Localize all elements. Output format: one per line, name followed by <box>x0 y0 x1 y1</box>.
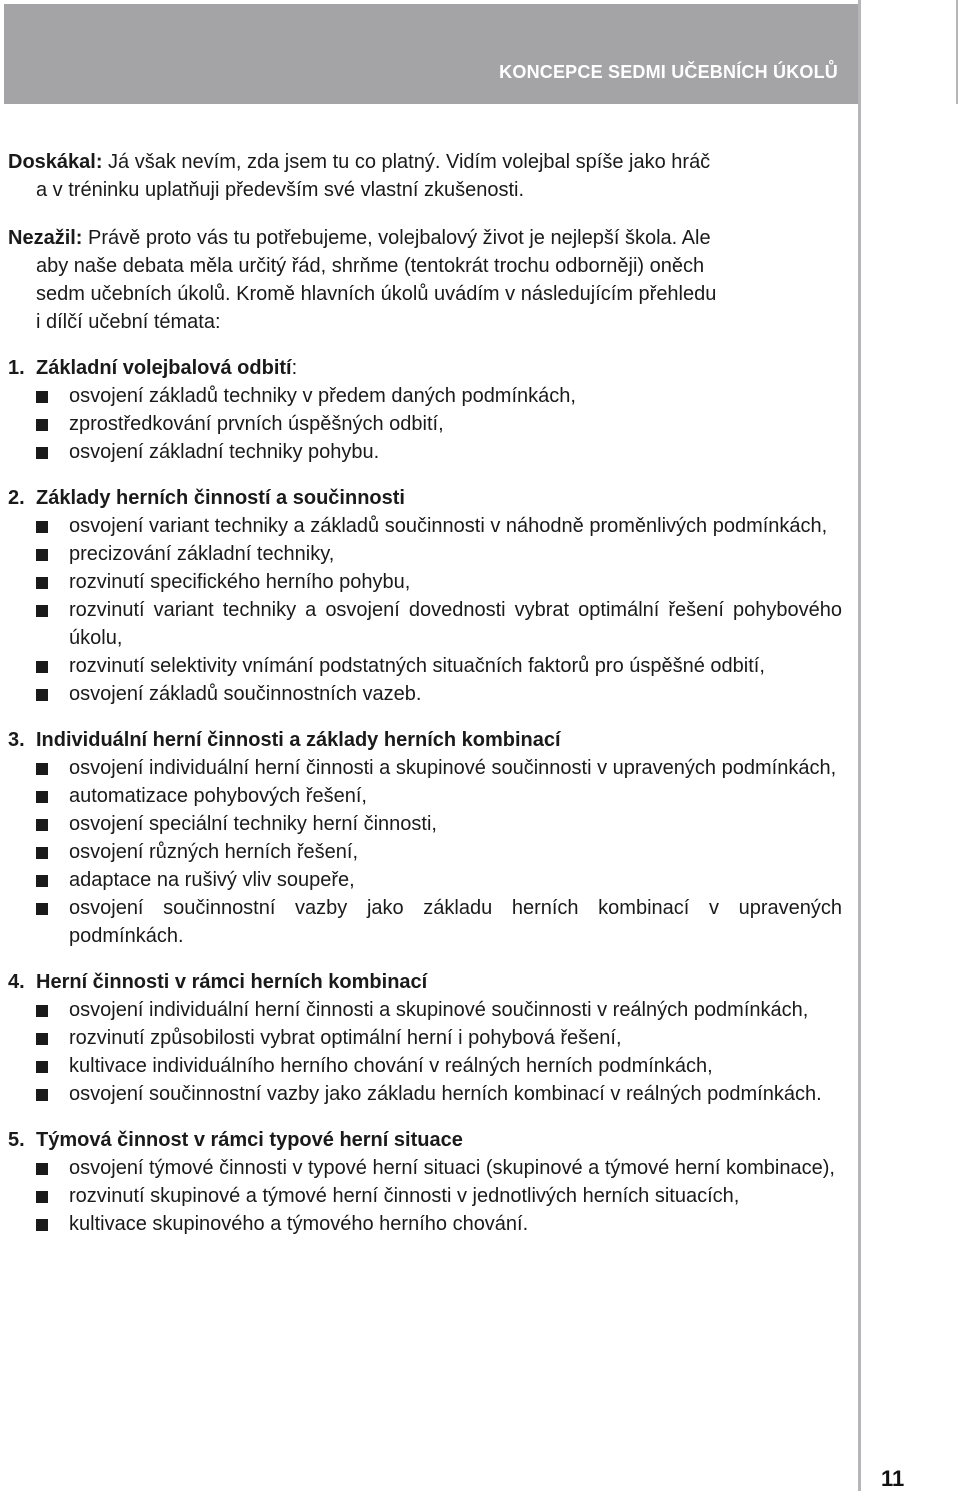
square-bullet-icon <box>36 875 48 887</box>
section-title: Herní činnosti v rámci herních kombinací <box>36 971 428 993</box>
list-item <box>8 782 842 810</box>
dialogue-text: a v tréninku uplatňuji především své vlastní zkušenosti. <box>36 179 525 201</box>
learning-task-section <box>8 354 842 466</box>
learning-task-section <box>8 1126 842 1238</box>
list-item-text: rozvinutí variant techniky a osvojení dovednosti vybrat optimální řešení pohybového úkolu, <box>69 599 842 649</box>
list-item-text: osvojení různých herních řešení, <box>69 841 359 863</box>
list-item <box>8 540 842 568</box>
section-heading <box>8 1126 842 1154</box>
learning-task-section <box>8 968 842 1108</box>
list-item <box>8 838 842 866</box>
speaker-name: Nezažil: <box>8 227 83 249</box>
square-bullet-icon <box>36 1219 48 1231</box>
section-number: 3. <box>8 729 25 751</box>
list-item-text: osvojení základní techniky pohybu. <box>69 441 380 463</box>
subtopic-list <box>8 1154 842 1238</box>
list-item-text: kultivace individuálního herního chování v reálných herních podmínkách, <box>69 1055 713 1077</box>
section-number: 4. <box>8 971 25 993</box>
list-item-text: osvojení variant techniky a základů součinnosti v náhodně proměnlivých podmínkách, <box>69 515 828 537</box>
page-number: 11 <box>881 1466 905 1491</box>
square-bullet-icon <box>36 791 48 803</box>
section-heading <box>8 726 842 754</box>
square-bullet-icon <box>36 1033 48 1045</box>
list-item <box>8 596 842 652</box>
corner-rule <box>956 0 958 104</box>
section-number: 1. <box>8 357 25 379</box>
header-band <box>4 4 858 104</box>
square-bullet-icon <box>36 763 48 775</box>
dialogue-text: Právě proto vás tu potřebujeme, volejbalový život je nejlepší škola. Ale <box>82 227 711 249</box>
list-item <box>8 652 842 680</box>
list-item <box>8 1182 842 1210</box>
list-item-text: osvojení základů součinnostních vazeb. <box>69 683 422 705</box>
section-title: Základní volejbalová odbití <box>36 357 292 379</box>
main-content <box>8 148 842 1238</box>
list-item <box>8 410 842 438</box>
dialogue-text: Já však nevím, zda jsem tu co platný. Vidím volejbal spíše jako hráč <box>102 151 711 173</box>
list-item <box>8 866 842 894</box>
square-bullet-icon <box>36 903 48 915</box>
list-item-text: rozvinutí způsobilosti vybrat optimální herní i pohybová řešení, <box>69 1027 622 1049</box>
dialogue-text: i dílčí učební témata: <box>36 311 221 333</box>
list-item <box>8 512 842 540</box>
square-bullet-icon <box>36 521 48 533</box>
section-heading <box>8 968 842 996</box>
list-item <box>8 568 842 596</box>
learning-task-section <box>8 484 842 708</box>
list-item <box>8 1052 842 1080</box>
list-item-text: automatizace pohybových řešení, <box>69 785 367 807</box>
speaker-name: Doskákal: <box>8 151 103 173</box>
margin-rule <box>858 0 861 1491</box>
list-item-text: rozvinutí skupinové a týmové herní činnosti v jednotlivých herních situacích, <box>69 1185 740 1207</box>
list-item-text: rozvinutí selektivity vnímání podstatných situačních faktorů pro úspěšné odbití, <box>69 655 765 677</box>
subtopic-list <box>8 382 842 466</box>
list-item <box>8 894 842 950</box>
list-item-text: osvojení základů techniky v předem daných podmínkách, <box>69 385 576 407</box>
square-bullet-icon <box>36 1163 48 1175</box>
dialogue-paragraph <box>8 148 842 204</box>
list-item-text: precizování základní techniky, <box>69 543 335 565</box>
square-bullet-icon <box>36 391 48 403</box>
list-item <box>8 1080 842 1108</box>
list-item <box>8 680 842 708</box>
section-title: Individuální herní činnosti a základy herních kombinací <box>36 729 561 751</box>
square-bullet-icon <box>36 549 48 561</box>
section-number: 2. <box>8 487 25 509</box>
list-item <box>8 754 842 782</box>
list-item <box>8 382 842 410</box>
square-bullet-icon <box>36 447 48 459</box>
section-heading <box>8 354 842 382</box>
subtopic-list <box>8 754 842 950</box>
square-bullet-icon <box>36 1005 48 1017</box>
list-item <box>8 438 842 466</box>
list-item-text: osvojení součinnostní vazby jako základu herních kombinací v reálných podmínkách. <box>69 1083 822 1105</box>
list-item-text: osvojení individuální herní činnosti a skupinové součinnosti v upravených podmínkách, <box>69 757 837 779</box>
page-header-title: KONCEPCE SEDMI UČEBNÍCH ÚKOLŮ <box>499 62 838 82</box>
square-bullet-icon <box>36 689 48 701</box>
list-item-text: osvojení speciální techniky herní činnosti, <box>69 813 437 835</box>
square-bullet-icon <box>36 419 48 431</box>
section-title: Základy herních činností a součinnosti <box>36 487 405 509</box>
subtopic-list <box>8 996 842 1108</box>
list-item-text: osvojení týmové činnosti v typové herní situaci (skupinové a týmové herní kombinace), <box>69 1157 835 1179</box>
list-item <box>8 810 842 838</box>
section-number: 5. <box>8 1129 25 1151</box>
list-item-text: rozvinutí specifického herního pohybu, <box>69 571 411 593</box>
dialogue-paragraph <box>8 224 842 336</box>
square-bullet-icon <box>36 1191 48 1203</box>
square-bullet-icon <box>36 577 48 589</box>
section-heading <box>8 484 842 512</box>
square-bullet-icon <box>36 661 48 673</box>
square-bullet-icon <box>36 1061 48 1073</box>
square-bullet-icon <box>36 819 48 831</box>
square-bullet-icon <box>36 605 48 617</box>
square-bullet-icon <box>36 1089 48 1101</box>
learning-task-section <box>8 726 842 950</box>
list-item-text: osvojení součinnostní vazby jako základu herních kombinací v upravených podmínkách. <box>69 897 842 947</box>
square-bullet-icon <box>36 847 48 859</box>
list-item <box>8 996 842 1024</box>
list-item <box>8 1154 842 1182</box>
list-item-text: adaptace na rušivý vliv soupeře, <box>69 869 355 891</box>
learning-tasks-list <box>8 354 842 1238</box>
section-title: Týmová činnost v rámci typové herní situace <box>36 1129 463 1151</box>
list-item <box>8 1210 842 1238</box>
list-item-text: zprostředkování prvních úspěšných odbití, <box>69 413 444 435</box>
dialogue-text: aby naše debata měla určitý řád, shrňme (tentokrát trochu odborněji) oněch <box>36 255 705 277</box>
list-item <box>8 1024 842 1052</box>
list-item-text: kultivace skupinového a týmového herního chování. <box>69 1213 529 1235</box>
subtopic-list <box>8 512 842 708</box>
section-title-suffix: : <box>291 357 298 379</box>
dialogue-text: sedm učebních úkolů. Kromě hlavních úkolů uvádím v následujícím přehledu <box>36 283 717 305</box>
list-item-text: osvojení individuální herní činnosti a skupinové součinnosti v reálných podmínkách, <box>69 999 809 1021</box>
